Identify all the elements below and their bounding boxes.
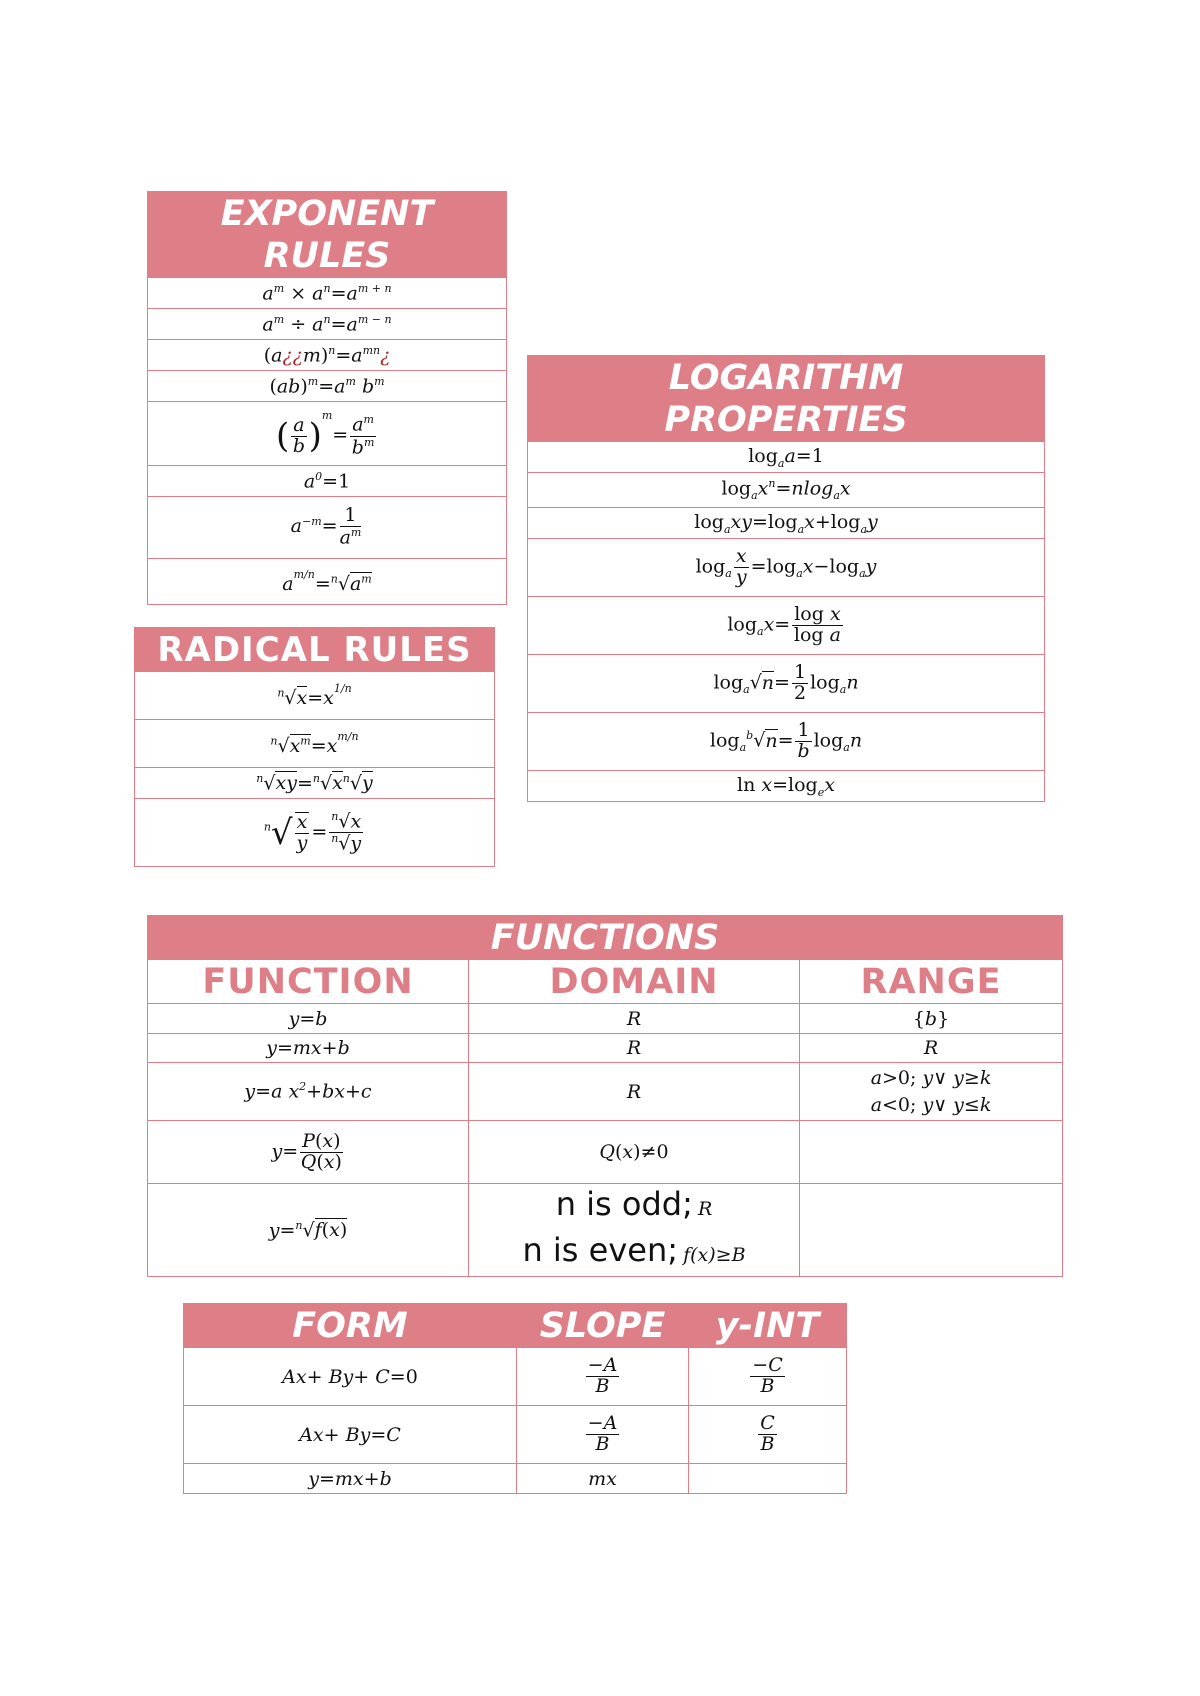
- log-rule: $\log_aa=1$: [528, 442, 1045, 473]
- line-forms-table: [183, 1303, 847, 1494]
- radical-rule: $^n√xy=^n√x^n√y$: [135, 768, 495, 799]
- range-cell: a>0; y∨ y≥k a<0; y∨ y≤k: [800, 1063, 1063, 1121]
- function-cell: y=$^n$√f(x): [148, 1184, 469, 1277]
- domain-cell: [469, 1184, 800, 1277]
- even-domain: f(x)≥B: [683, 1244, 746, 1266]
- logarithm-properties-title: LOGARITHM PROPERTIES: [528, 356, 1045, 442]
- yint-cell: $\frac{C}{B}$: [689, 1406, 847, 1464]
- radical-rules-table: [134, 627, 495, 867]
- exponent-rule: $a^{m/n}=^n√a^m$: [148, 559, 507, 605]
- range-cell: {b}: [800, 1004, 1063, 1034]
- function-cell: y=mx+b: [148, 1034, 469, 1063]
- exponent-rule: $a^m \times a^n=a^{m + n}$: [148, 278, 507, 309]
- exponent-rule: $a^m \div a^n=a^{m - n}$: [148, 309, 507, 340]
- radical-rule: $^n$√ $\frac{x}{y}$ = $\frac{^n√x}{^n√y}$: [135, 799, 495, 867]
- function-cell: y=a $x^2+bx+c$: [148, 1063, 469, 1121]
- yint-column-header: y-INT: [689, 1304, 847, 1348]
- function-cell: y= $\frac{P(x)}{Q(x)}$: [148, 1121, 469, 1184]
- exponent-rule: $(a¿¿m)^n=a^{mn}¿$: [148, 340, 507, 371]
- yint-cell: $\frac{-C}{B}$: [689, 1348, 847, 1406]
- domain-cell: R: [469, 1063, 800, 1121]
- function-column-header: FUNCTION: [148, 960, 469, 1004]
- functions-table: [147, 915, 1063, 1277]
- domain-cell: Q(x)≠0: [469, 1121, 800, 1184]
- log-rule: $\ln x=\log_ex$: [528, 771, 1045, 802]
- form-cell: y=mx+b: [184, 1464, 517, 1494]
- exponent-rule: ( $\frac{a}{b}$ )$^m$= $\frac{a^m}{b^m}$: [148, 402, 507, 466]
- domain-cell: R: [469, 1034, 800, 1063]
- log-rule: $\log_a$ $\frac{x}{y}$ $=\log_ax-\log_ay$: [528, 539, 1045, 597]
- range-cell-empty: [800, 1121, 1063, 1184]
- range-column-header: RANGE: [800, 960, 1063, 1004]
- log-rule: $\log_ax=$ $\frac{\text{log x}}{\text{log a}}$: [528, 597, 1045, 655]
- log-rule: $\log_a√n=$ $\frac{1}{2}$ $\log_an$: [528, 655, 1045, 713]
- exponent-rules-title: EXPONENT RULES: [148, 192, 507, 278]
- form-cell: Ax+ By=C: [184, 1406, 517, 1464]
- odd-label: n is odd;: [555, 1185, 693, 1223]
- logarithm-properties-table: [527, 355, 1045, 802]
- yint-cell-empty: [689, 1464, 847, 1494]
- exponent-rule: $a^{-m}=$ $\frac{1}{a^m}$: [148, 497, 507, 559]
- even-label: n is even;: [522, 1231, 678, 1269]
- slope-cell: $\frac{-A}{B}$: [517, 1348, 689, 1406]
- exponent-rules-table: [147, 191, 507, 605]
- log-rule: $\log_a^b√n=$ $\frac{1}{b}$ $\log_an$: [528, 713, 1045, 771]
- range-cell: R: [800, 1034, 1063, 1063]
- function-cell: y=b: [148, 1004, 469, 1034]
- functions-title: FUNCTIONS: [148, 916, 1063, 960]
- log-rule: $\log_ax^n=nlog_ax$: [528, 473, 1045, 508]
- slope-cell: $\frac{-A}{B}$: [517, 1406, 689, 1464]
- domain-cell: R: [469, 1004, 800, 1034]
- log-rule: $\log_axy=\log_ax+\log_ay$: [528, 508, 1045, 539]
- slope-cell: mx: [517, 1464, 689, 1494]
- odd-domain: R: [697, 1198, 713, 1220]
- domain-column-header: DOMAIN: [469, 960, 800, 1004]
- radical-rules-title: RADICAL RULES: [135, 628, 495, 672]
- range-cell-empty: [800, 1184, 1063, 1277]
- radical-rule: $^n√x^m=x^{m/n}$: [135, 720, 495, 768]
- form-cell: Ax+ By+ C=0: [184, 1348, 517, 1406]
- exponent-rule: $(ab)^m=a^m$ $b^m$: [148, 371, 507, 402]
- slope-column-header: SLOPE: [517, 1304, 689, 1348]
- radical-rule: $^n√x=x^{1/n}$: [135, 672, 495, 720]
- exponent-rule: $a^0=1$: [148, 466, 507, 497]
- form-column-header: FORM: [184, 1304, 517, 1348]
